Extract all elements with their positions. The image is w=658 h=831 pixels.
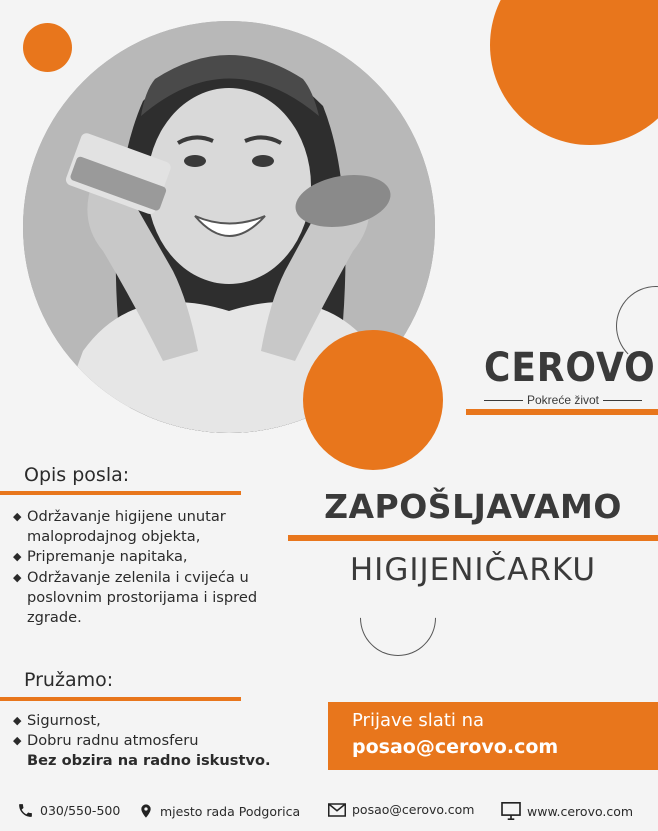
logo-underline-bar [466,409,658,415]
apply-box [328,702,658,770]
envelope-icon [328,803,346,817]
footer-location: mjesto rada Podgorica [138,802,300,820]
tagline-line-right [603,400,642,401]
job-description-rule [0,491,241,495]
list-item: ◆ Održavanje higijene unutar maloprodajnog objekta, [13,508,226,546]
offer-rule [0,697,241,701]
offer-list [13,711,313,772]
list-item: ◆ Održavanje zelenila i cvijeća u poslovnim prostorijama i ispred zgrade. [13,568,258,627]
location-pin-icon [138,802,154,820]
diamond-bullet-icon: ◆ [13,550,22,564]
footer-phone[interactable]: 030/550-500 [17,802,120,819]
footer-website[interactable]: www.cerovo.com [501,802,633,820]
headline: ZAPOŠLJAVAMO [324,487,622,526]
headline-rule [288,535,658,541]
tagline-line-left [484,400,523,401]
brand-tagline-row [484,393,642,407]
diamond-bullet-icon: ◆ [13,510,22,523]
list-item: ◆ Sigurnost, [13,711,313,731]
offer-title: Pružamo: [24,669,114,691]
decorative-orange-circle-top [490,0,658,145]
list-item: ◆ Dobru radnu atmosferu [13,731,313,751]
apply-email-link[interactable]: posao@cerovo.com [352,736,559,758]
decorative-orange-circle-middle [303,330,443,470]
brand-tagline: Pokreće život [526,393,600,407]
list-item: ◆ Pripremanje napitaka, [13,547,283,567]
phone-icon [17,802,34,819]
brand-logo [466,345,658,417]
job-description-title: Opis posla: [24,464,130,486]
brand-name: CEROVO [484,345,656,391]
job-description-list [13,507,283,628]
footer-email[interactable]: posao@cerovo.com [328,802,474,817]
diamond-bullet-icon: ◆ [13,714,22,727]
monitor-icon [501,802,521,820]
offer-note: Bez obzira na radno iskustvo. [27,752,271,770]
diamond-bullet-icon: ◆ [13,570,22,584]
footer-contact-bar [0,798,658,826]
decorative-orange-dot [23,23,72,72]
apply-label: Prijave slati na [352,710,485,731]
diamond-bullet-icon: ◆ [13,734,22,748]
position-title: HIGIJENIČARKU [349,552,597,588]
